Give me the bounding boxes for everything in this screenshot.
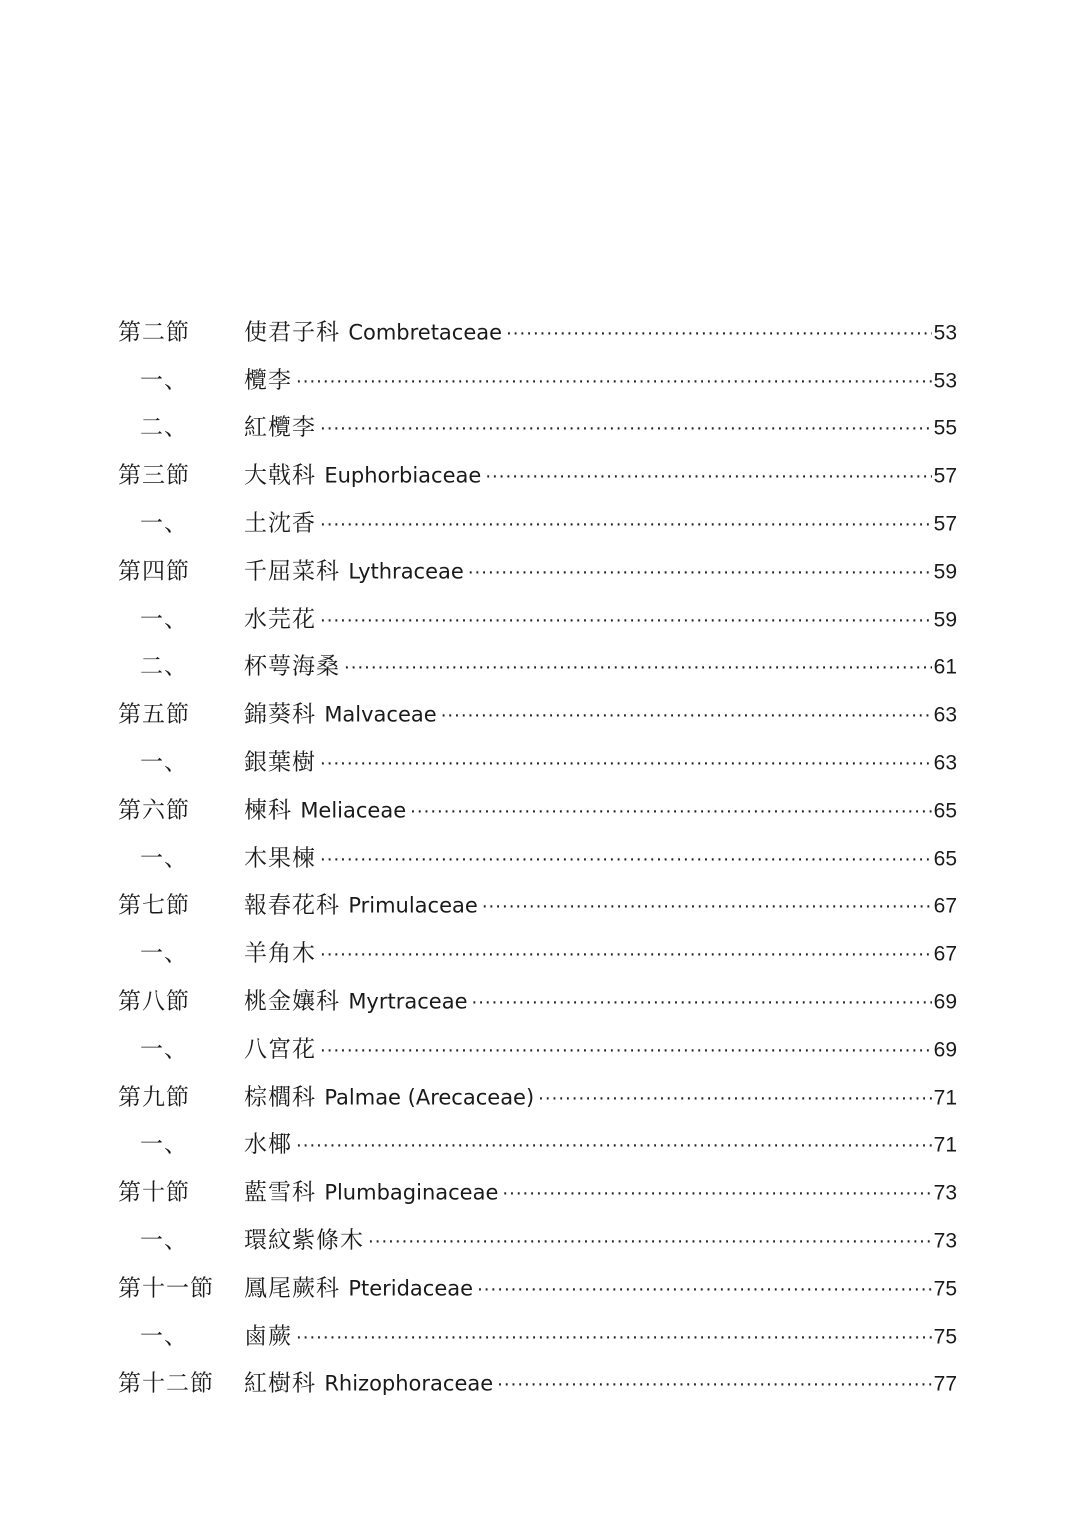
toc-entry [244,409,957,442]
toc-title [244,1317,292,1350]
toc-row[interactable] [0,784,1075,832]
toc-page-number: 57 [933,464,957,488]
dot-leader [471,993,931,1014]
toc-entry [244,744,957,777]
dot-leader [320,945,932,966]
toc-title-zh: 錦葵科 [244,701,316,728]
toc-label: 二、 [140,653,188,680]
toc-page-number: 73 [933,1229,957,1253]
toc-row[interactable] [0,1262,1075,1310]
toc-label: 一、 [140,845,188,872]
toc-entry [244,983,957,1016]
toc-entry [244,361,957,394]
toc-title-zh: 紅欖李 [244,414,316,441]
toc-row[interactable] [0,880,1075,928]
toc-row[interactable] [0,832,1075,880]
dot-leader [441,706,932,727]
toc-title [244,1174,498,1207]
toc-entry [244,1126,957,1159]
toc-row[interactable] [0,1358,1075,1406]
toc-title-zh: 鳳尾蕨科 [244,1275,340,1302]
toc-page-number: 63 [933,751,957,775]
toc-row[interactable] [0,354,1075,402]
dot-leader [477,1279,932,1300]
dot-leader [538,1088,931,1109]
toc-row[interactable] [0,688,1075,736]
toc-entry [244,1269,957,1302]
toc-title-latin: Malvaceae [324,702,437,727]
toc-row[interactable] [0,402,1075,450]
toc-title [244,1222,364,1255]
toc-entry [244,313,957,346]
toc-entry [244,791,957,824]
toc-entry [244,1222,957,1255]
toc-label: 二、 [140,414,188,441]
toc-label: 第七節 [118,892,190,919]
toc-title-zh: 桃金孃科 [244,988,340,1015]
toc-row[interactable] [0,593,1075,641]
toc-page-number: 77 [933,1372,957,1396]
toc-title-zh: 水芫花 [244,606,316,633]
toc-row[interactable] [0,545,1075,593]
toc-label: 第五節 [118,701,190,728]
toc-page-number: 57 [933,512,957,536]
toc-entry [244,1365,957,1398]
toc-label: 一、 [140,1227,188,1254]
dot-leader [506,323,932,344]
toc-label: 一、 [140,510,188,537]
toc-page-number: 53 [933,321,957,345]
toc-title [244,409,316,442]
dot-leader [497,1375,931,1396]
toc-entry [244,887,957,920]
dot-leader [296,371,932,392]
toc-entry [244,648,957,681]
toc-title-latin: Pteridaceae [348,1276,474,1301]
toc-entry [244,839,957,872]
toc-title [244,1126,292,1159]
toc-page-number: 65 [933,847,957,871]
dot-leader [485,467,931,488]
toc-page-number: 59 [933,608,957,632]
toc-page-number: 67 [933,942,957,966]
toc-page-number: 75 [933,1277,957,1301]
toc-row[interactable] [0,449,1075,497]
dot-leader [502,1184,931,1205]
toc-entry [244,600,957,633]
table-of-contents [0,306,1075,1405]
toc-title-zh: 大戟科 [244,462,316,489]
toc-entry [244,457,957,490]
toc-label: 一、 [140,1036,188,1063]
toc-title-zh: 藍雪科 [244,1179,316,1206]
toc-title-latin: Euphorbiaceae [324,463,482,488]
toc-title-zh: 杯萼海桑 [244,653,340,680]
toc-label: 第九節 [118,1084,190,1111]
dot-leader [320,610,932,631]
toc-title [244,839,316,872]
toc-row[interactable] [0,1214,1075,1262]
toc-row[interactable] [0,1166,1075,1214]
toc-row[interactable] [0,975,1075,1023]
dot-leader [482,897,932,918]
toc-title-latin: Lythraceae [348,559,464,584]
toc-title-latin: Plumbaginaceae [324,1180,499,1205]
toc-page-number: 59 [933,560,957,584]
toc-entry [244,1078,957,1111]
toc-page-number: 63 [933,703,957,727]
toc-row[interactable] [0,1310,1075,1358]
toc-label: 第十二節 [118,1370,214,1397]
toc-page-number: 69 [933,1038,957,1062]
toc-title-latin: Combretaceae [348,320,503,345]
toc-title-zh: 千屈菜科 [244,558,340,585]
toc-page-number: 55 [933,416,957,440]
dot-leader [410,801,931,822]
toc-row[interactable] [0,1023,1075,1071]
toc-page-number: 67 [933,894,957,918]
toc-label: 第十節 [118,1179,190,1206]
toc-entry [244,696,957,729]
dot-leader [468,562,932,583]
toc-title-zh: 棕櫚科 [244,1084,316,1111]
toc-page-number: 71 [933,1133,957,1157]
toc-title [244,935,316,968]
toc-label: 一、 [140,940,188,967]
toc-title-zh: 紅樹科 [244,1370,316,1397]
toc-row[interactable] [0,736,1075,784]
dot-leader [320,1040,932,1061]
toc-label: 第二節 [118,319,190,346]
toc-page-number: 75 [933,1325,957,1349]
dot-leader [320,419,932,440]
toc-title-zh: 楝科 [244,797,292,824]
toc-label: 一、 [140,606,188,633]
toc-title-latin: Meliaceae [300,798,407,823]
toc-row[interactable] [0,306,1075,354]
toc-label: 一、 [140,1323,188,1350]
toc-title-zh: 使君子科 [244,319,340,346]
toc-title [244,1030,316,1063]
toc-label: 第十一節 [118,1275,214,1302]
toc-title-zh: 鹵蕨 [244,1323,292,1350]
toc-title [244,457,481,490]
toc-title [244,648,340,681]
toc-title-zh: 羊角木 [244,940,316,967]
toc-title [244,791,406,824]
dot-leader [320,515,932,536]
toc-page-number: 65 [933,799,957,823]
toc-title [244,505,316,538]
toc-title [244,1365,493,1398]
toc-title [244,361,292,394]
toc-title-zh: 木果楝 [244,845,316,872]
toc-label: 第三節 [118,462,190,489]
toc-page-number: 69 [933,990,957,1014]
toc-title-zh: 報春花科 [244,892,340,919]
toc-title-latin: Primulaceae [348,893,478,918]
toc-title [244,1078,534,1111]
dot-leader [320,849,932,870]
toc-title-latin: Palmae (Arecaceae) [324,1085,535,1110]
toc-title [244,313,502,346]
toc-title-zh: 水椰 [244,1131,292,1158]
toc-entry [244,1030,957,1063]
toc-label: 一、 [140,749,188,776]
toc-label: 一、 [140,1131,188,1158]
toc-row[interactable] [0,497,1075,545]
toc-title [244,744,316,777]
toc-entry [244,505,957,538]
dot-leader [368,1232,932,1253]
toc-page-number: 71 [933,1086,957,1110]
toc-entry [244,935,957,968]
toc-title [244,887,478,920]
toc-page-number: 53 [933,369,957,393]
toc-row[interactable] [0,641,1075,689]
toc-title [244,600,316,633]
toc-row[interactable] [0,927,1075,975]
dot-leader [344,658,932,679]
toc-title [244,696,437,729]
dot-leader [296,1327,932,1348]
toc-title [244,1269,473,1302]
toc-label: 第六節 [118,797,190,824]
toc-title-zh: 環紋紫條木 [244,1227,364,1254]
toc-entry [244,552,957,585]
toc-page-number: 61 [933,655,957,679]
dot-leader [320,754,932,775]
toc-title-zh: 欖李 [244,367,292,394]
toc-label: 一、 [140,367,188,394]
toc-title-latin: Rhizophoraceae [324,1371,494,1396]
toc-title-zh: 八宮花 [244,1036,316,1063]
toc-title [244,552,464,585]
toc-entry [244,1317,957,1350]
toc-title [244,983,467,1016]
toc-label: 第四節 [118,558,190,585]
toc-title-latin: Myrtraceae [348,989,468,1014]
toc-label: 第八節 [118,988,190,1015]
toc-page-number: 73 [933,1181,957,1205]
toc-row[interactable] [0,1071,1075,1119]
toc-title-zh: 土沈香 [244,510,316,537]
toc-entry [244,1174,957,1207]
toc-row[interactable] [0,1119,1075,1167]
toc-title-zh: 銀葉樹 [244,749,316,776]
dot-leader [296,1136,932,1157]
